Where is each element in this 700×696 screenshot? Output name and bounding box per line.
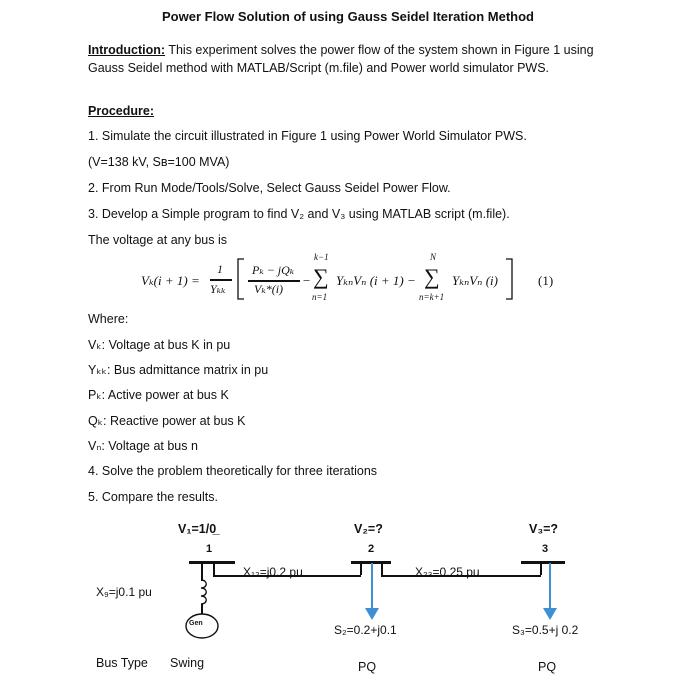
bus3-bar: [521, 561, 565, 564]
bus1-voltage-label: V₁=1/0̲: [178, 522, 217, 536]
equation-sum1-term: YₖₙVₙ (i + 1) −: [336, 273, 416, 288]
bus2-left-stub: [360, 563, 362, 575]
equation-frac1-num: 1: [217, 262, 223, 276]
page-title: Power Flow Solution of using Gauss Seidel Iteration Method: [162, 9, 534, 24]
equation-frac1-den: Yₖₖ: [210, 282, 226, 296]
where-heading: Where:: [88, 312, 129, 326]
x12-label: X₁₂=j0.2 pu: [243, 565, 303, 579]
load3-arrow-icon: [543, 608, 557, 620]
s3-label: S₃=0.5+j 0.2: [512, 623, 579, 637]
bus2-right-stub: [381, 563, 383, 575]
sigma-icon: ∑: [424, 264, 440, 289]
where-item: Yₖₖ: Bus admittance matrix in pu: [88, 363, 269, 377]
equation-frac2-den: Vₖ*(i): [254, 282, 284, 296]
minus-sign: −: [302, 273, 311, 288]
bus3-type: PQ: [538, 660, 557, 674]
procedure-step-2: 2. From Run Mode/Tools/Solve, Select Gauss Seidel Power Flow.: [88, 181, 451, 195]
procedure-step-3: 3. Develop a Simple program to find V₂ and V₃ using MATLAB script (m.file).: [88, 207, 510, 221]
procedure-step-1-params: (V=138 kV, Sʙ=100 MVA): [88, 155, 230, 169]
equation-number: (1): [538, 273, 554, 288]
bus2-type: PQ: [358, 660, 377, 674]
sigma-icon: ∑: [313, 264, 329, 289]
load3-line: [549, 563, 551, 613]
equation-lhs: Vₖ(i + 1) =: [141, 273, 200, 288]
equation-frac2-num: Pₖ − jQₖ: [252, 263, 295, 277]
bus3-stub: [540, 563, 542, 575]
equation-sum2-upper: N: [430, 252, 437, 262]
procedure-heading: Procedure:: [88, 104, 154, 118]
intro-heading: Introduction:: [88, 43, 166, 57]
bus2-voltage-label: V₂=?: [354, 522, 383, 536]
load2-line: [371, 563, 373, 613]
equation-frac1-bar: [210, 279, 232, 281]
procedure-step-1: 1. Simulate the circuit illustrated in Figure 1 using Power World Simulator PWS.: [88, 129, 527, 143]
bus3-voltage-label: V₃=?: [529, 522, 559, 536]
gen-lead-upper: [201, 563, 203, 581]
bus3-number: 3: [542, 543, 549, 555]
procedure-step-4: 4. Solve the problem theoretically for three iterations: [88, 464, 378, 478]
intro-paragraph: [88, 41, 608, 77]
left-bracket-icon: [236, 258, 246, 300]
intro-text: This experiment solves the power flow of the system shown in Figure 1 using Gauss Seidel method with MATLAB/Script (m.file) and Power world simulator PWS.: [88, 43, 594, 75]
bus-type-label: Bus Type: [96, 656, 148, 670]
bus1-stub: [213, 563, 215, 575]
s2-label: S₂=0.2+j0.1: [334, 623, 397, 637]
equation-sum2-lower: n=k+1: [419, 292, 445, 302]
reactance-coil-icon: [196, 580, 210, 606]
xg-label: X₉=j0.1 pu: [96, 585, 152, 599]
where-item: Qₖ: Reactive power at bus K: [88, 414, 246, 428]
right-bracket-icon: [504, 258, 514, 300]
generator-label: Gen: [189, 620, 203, 627]
equation-sum1-upper: k−1: [314, 252, 329, 262]
where-item: Pₖ: Active power at bus K: [88, 388, 229, 402]
load2-arrow-icon: [365, 608, 379, 620]
bus1-number: 1: [206, 543, 213, 555]
voltage-intro: The voltage at any bus is: [88, 233, 227, 247]
bus1-bar: [189, 561, 235, 564]
bus2-number: 2: [368, 543, 375, 555]
equation-sum1-lower: n=1: [312, 292, 328, 302]
bus1-type: Swing: [170, 656, 205, 670]
equation-sum2-term: YₖₙVₙ (i): [452, 273, 498, 288]
where-item: Vₖ: Voltage at bus K in pu: [88, 338, 231, 352]
x23-label: X₂₃=0.25 pu: [415, 565, 480, 579]
procedure-step-5: 5. Compare the results.: [88, 490, 218, 504]
where-item: Vₙ: Voltage at bus n: [88, 439, 198, 453]
